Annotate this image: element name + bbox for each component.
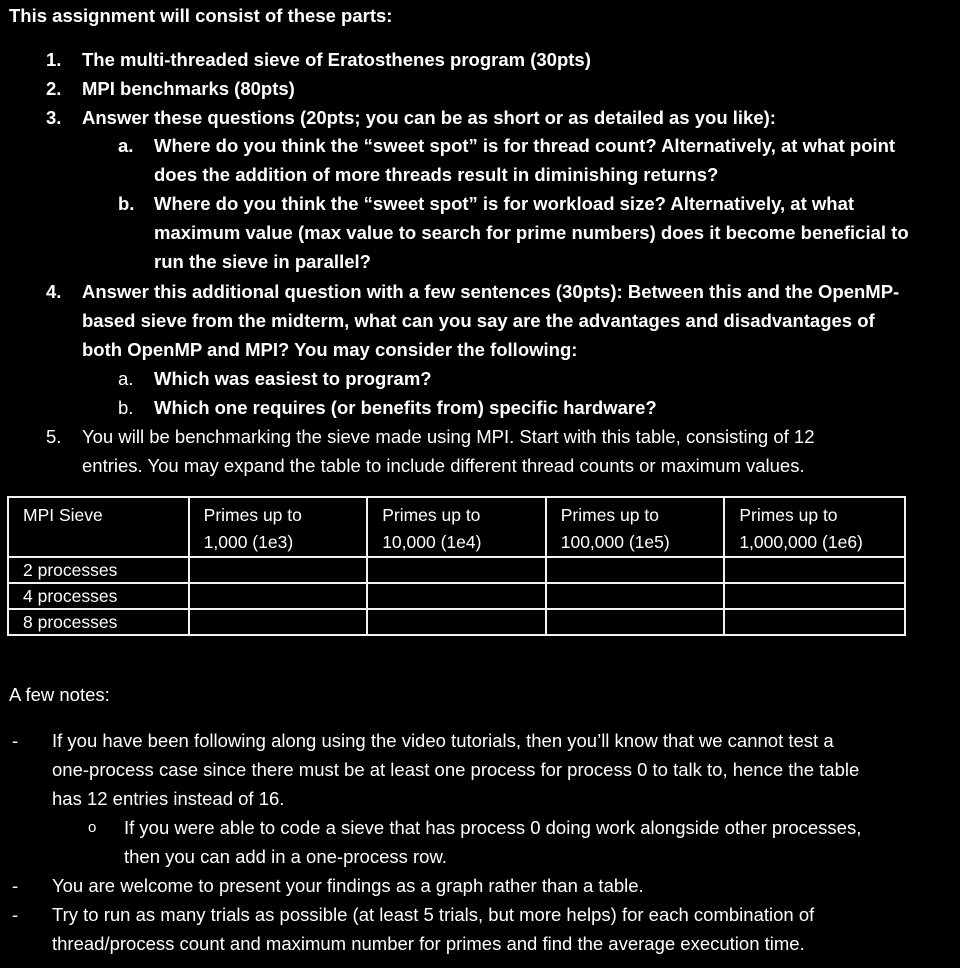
table-header-row	[8, 497, 905, 557]
part-4-number: 4.	[46, 281, 62, 302]
column-header-value: 1,000,000 (1e6)	[739, 532, 863, 552]
table-cell	[367, 609, 546, 635]
table-cell	[546, 583, 725, 609]
column-header-label: Primes up to	[739, 505, 838, 525]
q3b-line-1: Where do you think the “sweet spot” is for workload size? Alternatively, at what	[154, 193, 855, 214]
assignment-heading: This assignment will consist of these parts:	[9, 5, 393, 26]
column-header-1e4	[367, 497, 546, 557]
column-header-1e3	[189, 497, 368, 557]
q4b-text: Which one requires (or benefits from) specific hardware?	[154, 397, 657, 418]
note-2-text: You are welcome to present your findings as a graph rather than a table.	[52, 875, 644, 896]
part-5-line-2: entries. You may expand the table to include different thread counts or maximum values.	[82, 455, 805, 476]
table-cell	[189, 583, 368, 609]
note-3-line-1: Try to run as many trials as possible (at least 5 trials, but more helps) for each combination of	[52, 904, 815, 925]
table-cell	[367, 583, 546, 609]
q3b-line-3: run the sieve in parallel?	[154, 251, 371, 272]
q3a-letter: a.	[118, 135, 134, 156]
table-cell	[189, 609, 368, 635]
part-3-text: Answer these questions (20pts; you can be as short or as detailed as you like):	[82, 107, 776, 128]
note-1-sub-bullet: o	[88, 819, 97, 836]
part-3-number: 3.	[46, 107, 62, 128]
note-1-line-3: has 12 entries instead of 16.	[52, 788, 285, 809]
part-4-line-3: both OpenMP and MPI? You may consider the following:	[82, 339, 578, 360]
table-cell	[546, 609, 725, 635]
table-row	[8, 557, 905, 583]
q3a-line-1: Where do you think the “sweet spot” is for thread count? Alternatively, at what point	[154, 135, 896, 156]
column-header-1e6	[724, 497, 905, 557]
note-3-dash: -	[12, 904, 19, 925]
q4a-text: Which was easiest to program?	[154, 368, 432, 389]
part-2-text: MPI benchmarks (80pts)	[82, 78, 295, 99]
part-5-number: 5.	[46, 426, 62, 447]
part-5-line-1: You will be benchmarking the sieve made using MPI. Start with this table, consisting of 12	[82, 426, 815, 447]
note-1-dash: -	[12, 730, 19, 751]
mpi-sieve-table	[7, 496, 906, 636]
part-1-number: 1.	[46, 49, 62, 70]
table-cell	[724, 557, 905, 583]
row-label-8-processes: 8 processes	[8, 609, 189, 635]
column-header-value: 10,000 (1e4)	[382, 532, 482, 552]
note-2-dash: -	[12, 875, 19, 896]
column-header-label: Primes up to	[203, 505, 302, 525]
note-1-sub-line-2: then you can add in a one-process row.	[124, 846, 447, 867]
row-label-2-processes: 2 processes	[8, 557, 189, 583]
table-cell	[189, 557, 368, 583]
table-cell	[367, 557, 546, 583]
part-4-line-1: Answer this additional question with a few sentences (30pts): Between this and the OpenMP-	[82, 281, 900, 302]
q3a-line-2: does the addition of more threads result in diminishing returns?	[154, 164, 719, 185]
column-header-label: Primes up to	[560, 505, 659, 525]
note-3-line-2: thread/process count and maximum number for primes and find the average execution time.	[52, 933, 805, 954]
table-cell	[546, 557, 725, 583]
q3b-line-2: maximum value (max value to search for prime numbers) does it become beneficial to	[154, 222, 909, 243]
table-cell	[724, 583, 905, 609]
notes-title: A few notes:	[9, 684, 110, 705]
note-1-sub-line-1: If you were able to code a sieve that has process 0 doing work alongside other processes,	[124, 817, 862, 838]
part-2-number: 2.	[46, 78, 62, 99]
column-header-value: 1,000 (1e3)	[203, 532, 294, 552]
table-cell	[724, 609, 905, 635]
q4b-letter: b.	[118, 397, 134, 418]
row-label-4-processes: 4 processes	[8, 583, 189, 609]
part-4-line-2: based sieve from the midterm, what can you say are the advantages and disadvantages of	[82, 310, 875, 331]
q3b-letter: b.	[118, 193, 135, 214]
part-1-text: The multi-threaded sieve of Eratosthenes program (30pts)	[82, 49, 591, 70]
note-1-line-1: If you have been following along using the video tutorials, then you’ll know that we cannot test a	[52, 730, 834, 751]
table-row	[8, 583, 905, 609]
table-corner-cell	[8, 497, 189, 557]
column-header-label: Primes up to	[382, 505, 481, 525]
note-1-line-2: one-process case since there must be at least one process for process 0 to talk to, hence the table	[52, 759, 860, 780]
table-corner-label: MPI Sieve	[23, 505, 103, 525]
column-header-value: 100,000 (1e5)	[560, 532, 670, 552]
q4a-letter: a.	[118, 368, 134, 389]
table-row	[8, 609, 905, 635]
column-header-1e5	[546, 497, 725, 557]
